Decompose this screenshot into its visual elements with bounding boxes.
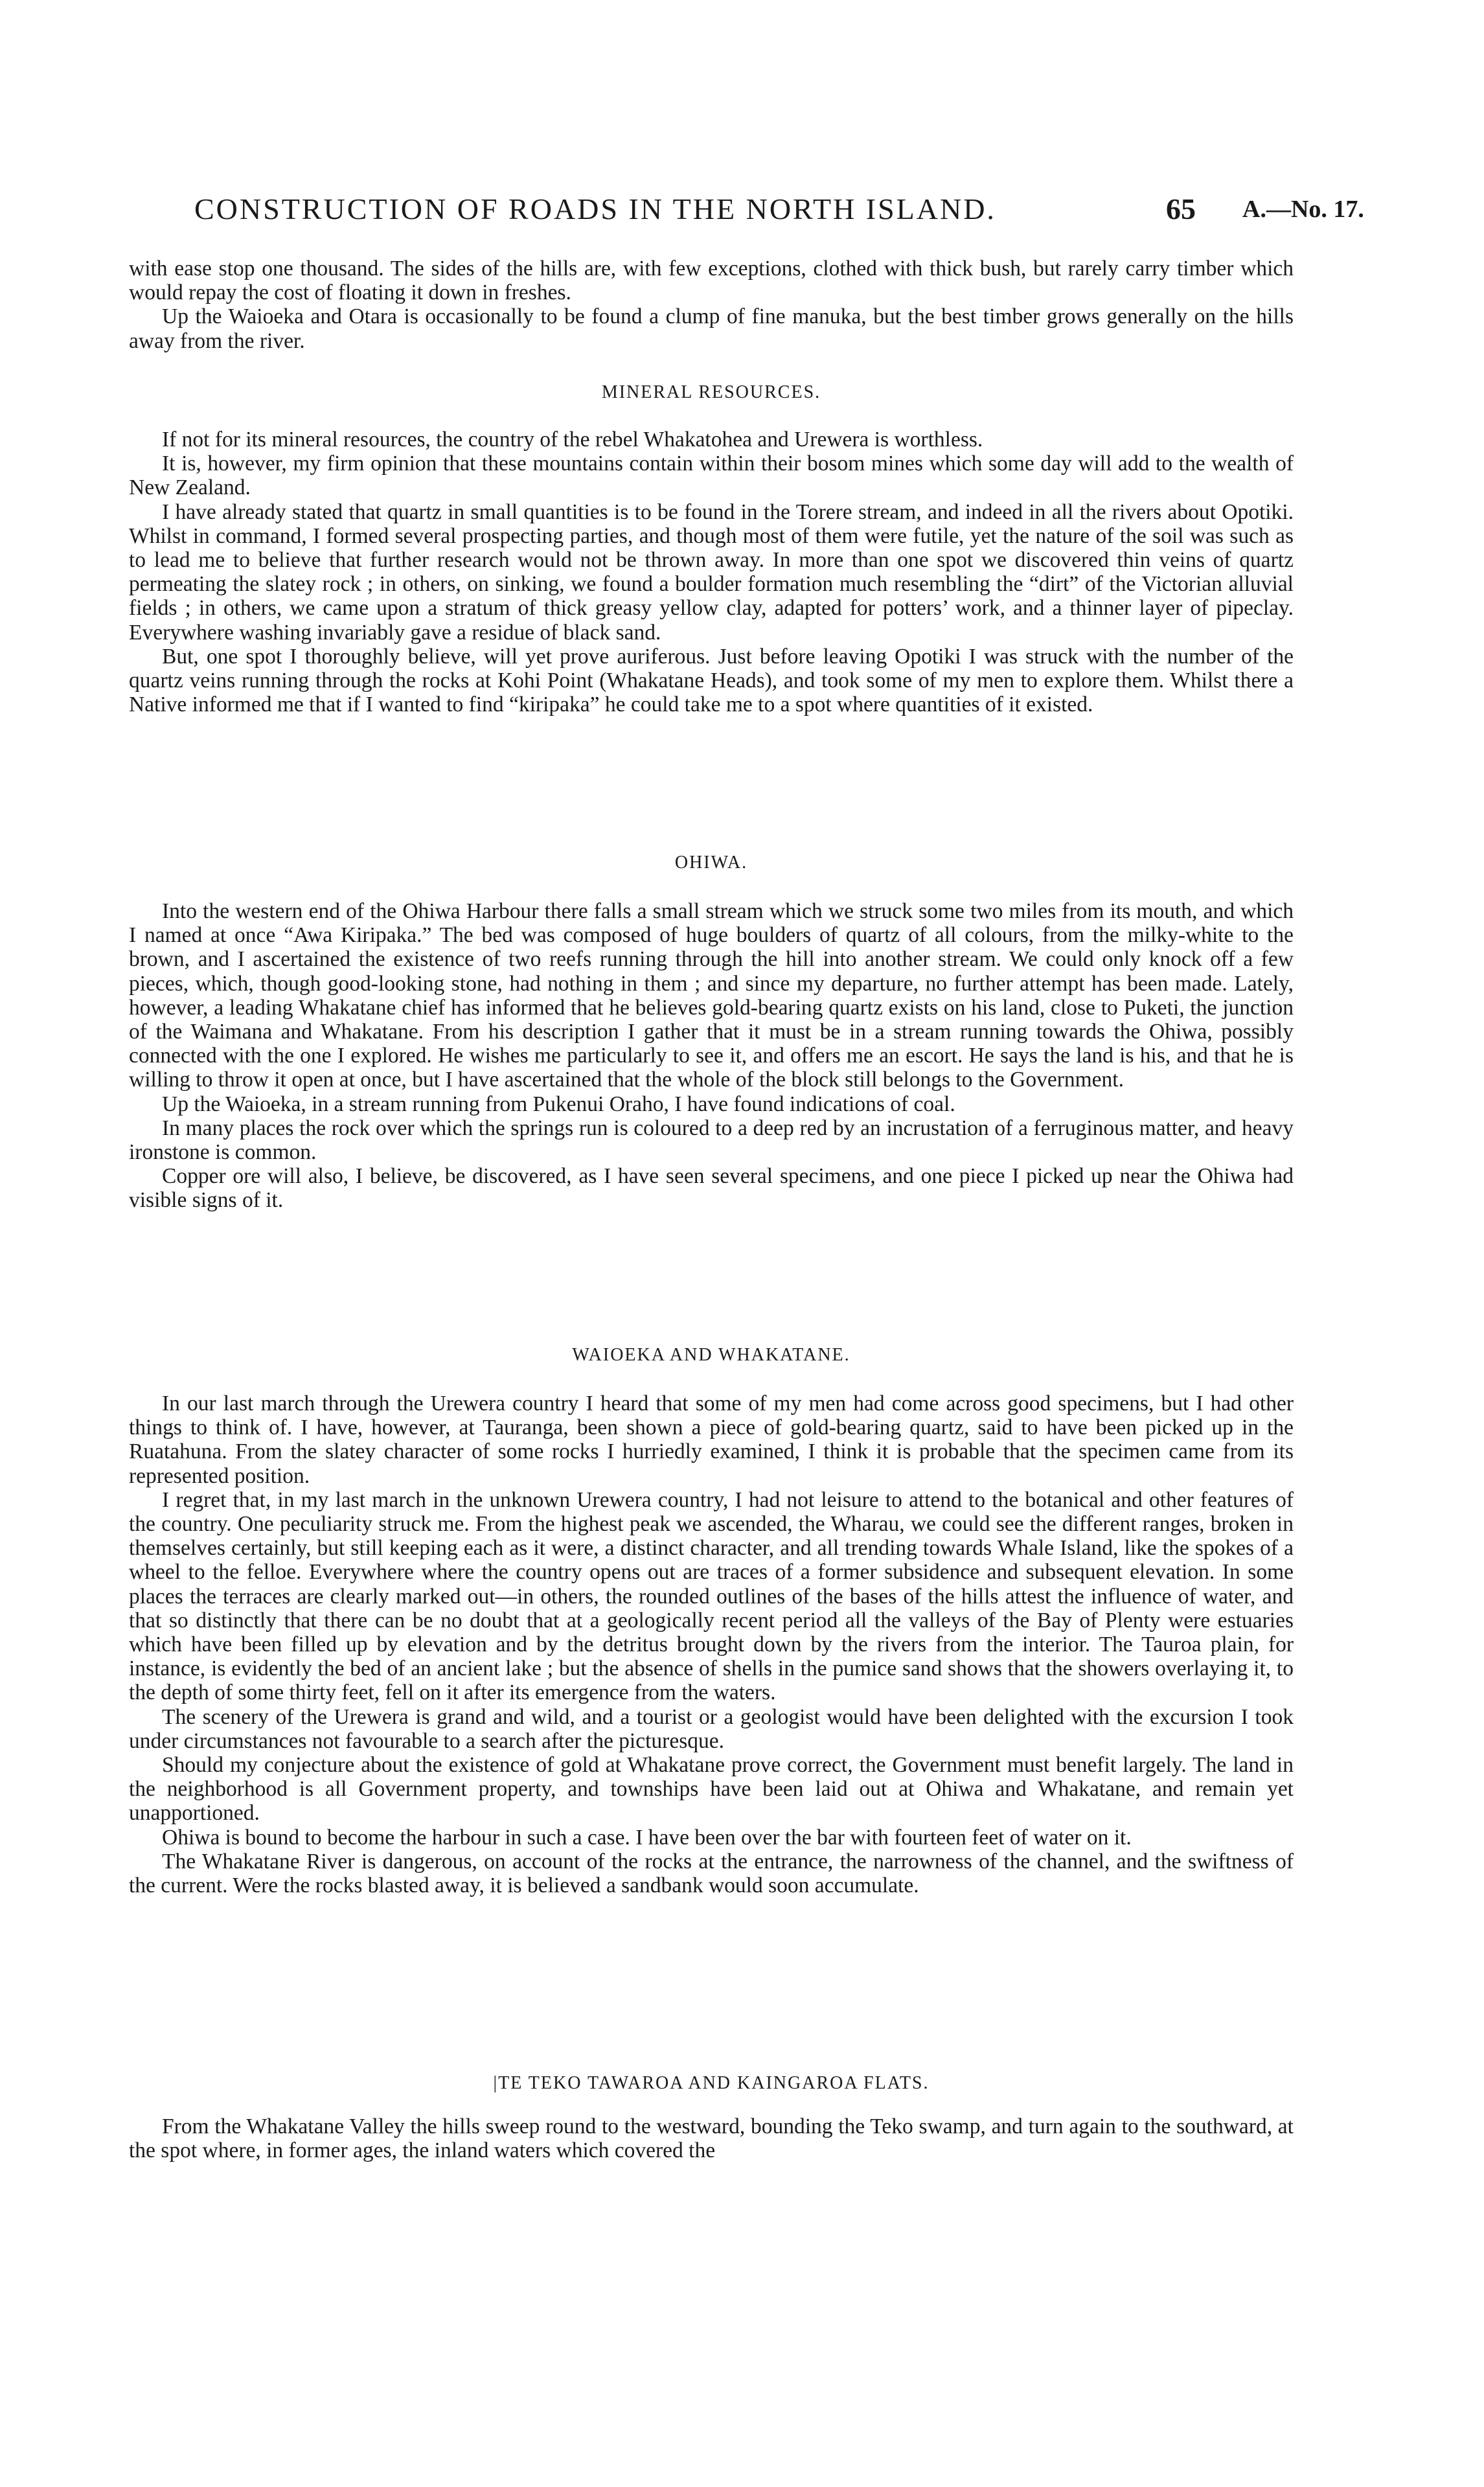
paragraph: Into the western end of the Ohiwa Harbour there falls a small stream which we struck some two miles from its mouth, and which I named at once “Awa Kiripaka.” The bed was composed of huge boulders of quartz of all colours, from the milky-white to the brown, and I ascertained the existence of two reefs running through the hill into another stream. We could only knock off a few pieces, which, though good-looking stone, had nothing in them ; and since my departure, no further attempt has been made. Lately, however, a leading Whakatane chief has informed that he believes gold-bearing quartz exists on his land, close to Puketi, the junction of the Waimana and Whakatane. From his description I gather that it must be in a stream running towards the Ohiwa, possibly connected with the one I explored. He wishes me particularly to see it, and offers me an escort. He says the land is his, and that he is willing to throw it open at once, but I have ascertained that the whole of the block still belongs to the Government.	[129, 899, 1294, 1092]
paragraph: with ease stop one thousand. The sides of the hills are, with few exceptions, clothed with thick bush, but rarely carry timber which would repay the cost of floating it down in freshes.	[129, 257, 1294, 305]
paragraph: I have already stated that quartz in small quantities is to be found in the Torere stream, and indeed in all the rivers about Opotiki. Whilst in command, I formed several prospecting parties, and though most of them were futile, yet the nature of the soil was such as to lead me to believe that further research would not be thrown away. In more than one spot we discovered thin veins of quartz permeating the slatey rock ; in others, on sinking, we found a boulder formation much resembling the “dirt” of the Victorian alluvial fields ; in others, we came upon a stratum of thick greasy yellow clay, adapted for potters’ work, and a thinner layer of pipeclay. Everywhere washing invariably gave a residue of black sand.	[129, 499, 1294, 645]
section-heading-mineral-resources: MINERAL RESOURCES.	[601, 382, 821, 402]
intro-section	[129, 257, 1294, 353]
mineral-resources-section	[129, 428, 1294, 716]
paragraph: I regret that, in my last march in the unknown Urewera country, I had not leisure to attend to the botanical and other features of the country. One peculiarity struck me. From the highest peak we ascended, the Wharau, we could see the different ranges, broken in themselves certainly, but still keeping each as it were, a distinct character, and all trending towards Whale Island, like the spokes of a wheel to the felloe. Everywhere where the country opens out are traces of a former subsidence and subsequent elevation. In some places the terraces are clearly marked out—in others, the rounded outlines of the bases of the hills attest the influence of water, and that so distinctly that there can be no doubt that at a geologically recent period all the valleys of the Bay of Plenty were estuaries which have been filled up by elevation and by the detritus brought down by the rivers from the interior. The Tauroa plain, for instance, is evidently the bed of an ancient lake ; but the absence of shells in the pumice sand shows that the showers overlaying it, to the depth of some thirty feet, fell on it after its emergence from the waters.	[129, 1487, 1294, 1705]
paragraph: Up the Waioeka, in a stream running from Pukenui Oraho, I have found indications of coal.	[162, 1092, 955, 1116]
paragraph: The scenery of the Urewera is grand and wild, and a tourist or a geologist would have been delighted with the excursion I took under circumstances not favourable to a search after the picturesque.	[129, 1704, 1294, 1753]
paragraph: In many places the rock over which the springs run is coloured to a deep red by an incrustation of a ferruginous matter, and heavy ironstone is common.	[129, 1116, 1294, 1165]
paragraph: Ohiwa is bound to become the harbour in such a case. I have been over the bar with fourteen feet of water on it.	[162, 1825, 1132, 1850]
paragraph: The Whakatane River is dangerous, on account of the rocks at the entrance, the narrowness of the channel, and the swiftness of the current. Were the rocks blasted away, it is believed a sandbank would soon accumulate.	[129, 1849, 1294, 1898]
te-teko-section	[129, 2115, 1294, 2162]
paragraph: Copper ore will also, I believe, be discovered, as I have seen several specimens, and one piece I picked up near the Ohiwa had visible signs of it.	[129, 1164, 1294, 1213]
paragraph: In our last march through the Urewera country I heard that some of my men had come across good specimens, but I had other things to think of. I have, however, at Tauranga, been shown a piece of gold-bearing quartz, said to have been picked up in the Ruatahuna. From the slatey character of some rocks I hurriedly examined, I think it is probable that the specimen came from its represented position.	[129, 1392, 1294, 1488]
paragraph: From the Whakatane Valley the hills sweep round to the westward, bounding the Teko swamp, and turn again to the southward, at the spot where, in former ages, the inland waters which covered the	[129, 2115, 1294, 2163]
section-heading-waioeka-and-whakatane: WAIOEKA AND WHAKATANE.	[572, 1345, 850, 1365]
paragraph: Up the Waioeka and Otara is occasionally to be found a clump of fine manuka, but the best timber grows generally on the hills away from the river.	[129, 304, 1294, 353]
paragraph: Should my conjecture about the existence of gold at Whakatane prove correct, the Government must benefit largely. The land in the neighborhood is all Government property, and townships have been laid out at Ohiwa and Whakatane, and remain yet unapportioned.	[129, 1753, 1294, 1826]
running-title: CONSTRUCTION OF ROADS IN THE NORTH ISLAND.	[194, 192, 996, 225]
page-header	[194, 187, 1399, 232]
section-heading-ohiwa: OHIWA.	[674, 853, 748, 873]
section-heading-te-teko-flats: |TE TEKO TAWAROA AND KAINGAROA FLATS.	[493, 2073, 930, 2093]
paragraph: It is, however, my firm opinion that these mountains contain within their bosom mines which some day will add to the wealth of New Zealand.	[129, 452, 1294, 500]
page-number: 65	[1166, 192, 1196, 225]
paragraph: But, one spot I thoroughly believe, will yet prove auriferous. Just before leaving Opotiki I was struck with the number of the quartz veins running through the rocks at Kohi Point (Whakatane Heads), and took some of my men to explore them. Whilst there a Native informed me that if I wanted to find “kiripaka” he could take me to a spot where quantities of it existed.	[129, 644, 1294, 717]
document-series-number: A.—No. 17.	[1242, 196, 1364, 223]
waioeka-section	[129, 1392, 1294, 1897]
paragraph: If not for its mineral resources, the country of the rebel Whakatohea and Urewera is worthless.	[162, 428, 983, 452]
ohiwa-section	[129, 899, 1294, 1213]
